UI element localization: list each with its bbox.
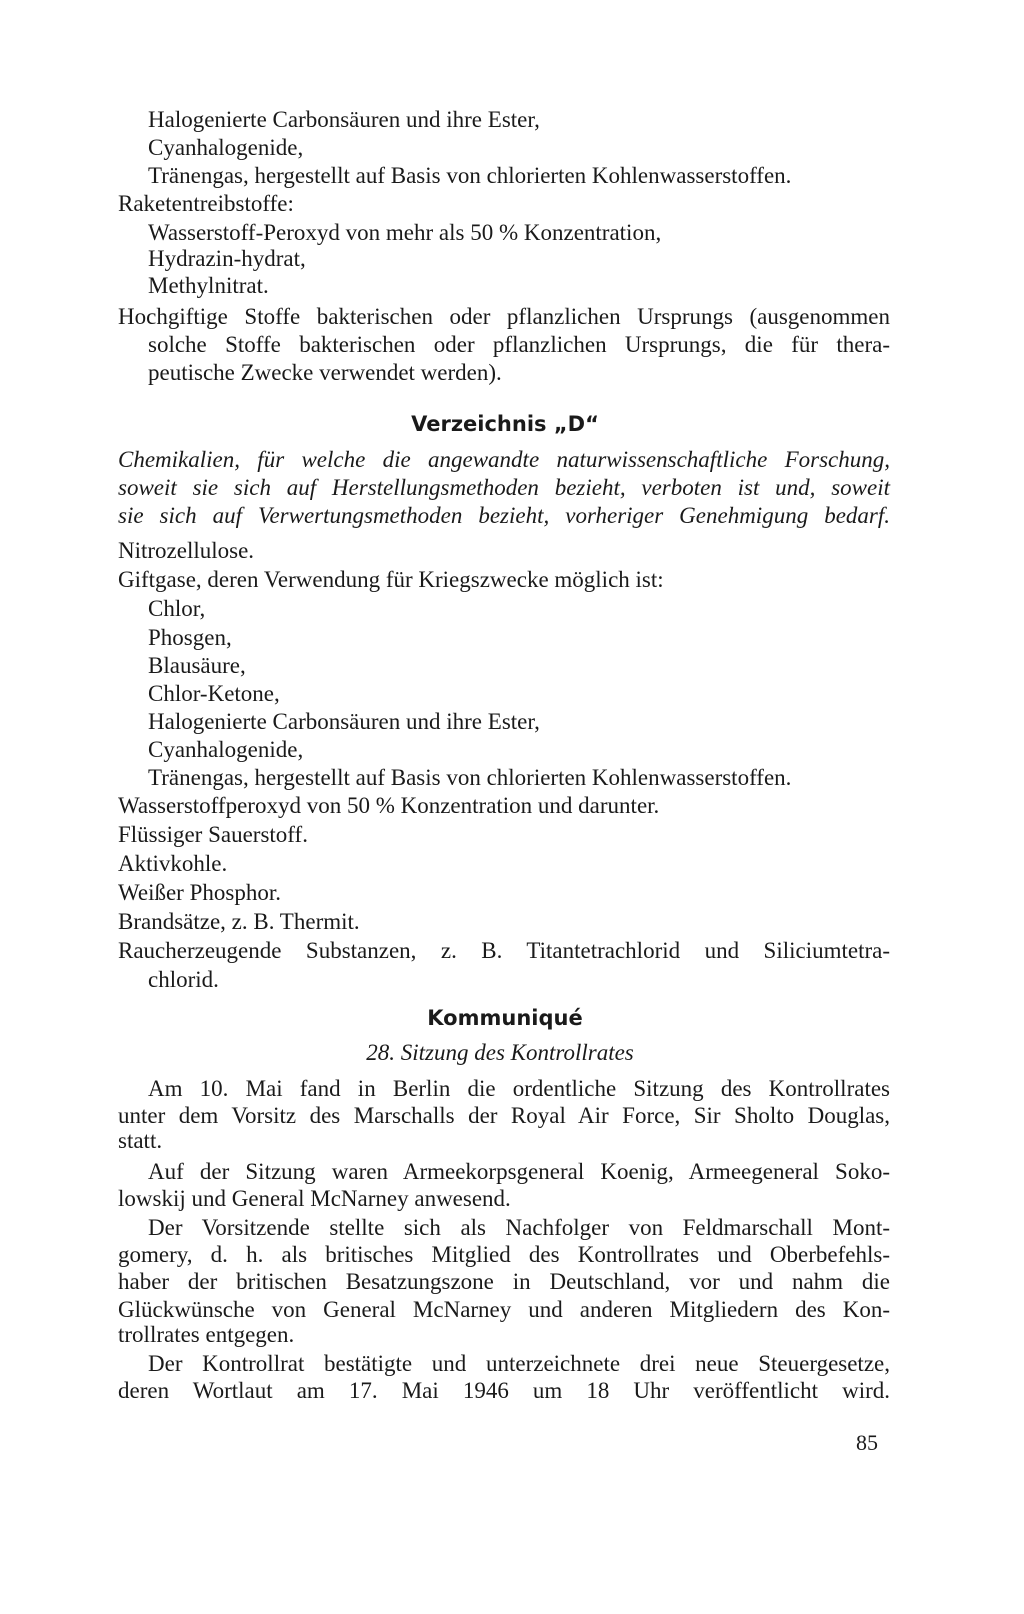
section-heading: Verzeichnis „D“: [411, 412, 599, 436]
paragraph-line: Am 10. Mai fand in Berlin die ordentliche Sitzung des Kontrollrates: [148, 1076, 890, 1101]
list-item: Wasserstoff-Peroxyd von mehr als 50 % Konzentration,: [148, 220, 662, 245]
paragraph-line: gomery, d. h. als britisches Mitglied des Kontrollrates und Oberbefehls-: [118, 1242, 890, 1267]
paragraph-line: Auf der Sitzung waren Armeekorpsgeneral Koenig, Armeegeneral Soko-: [148, 1159, 890, 1184]
list-item: Halogenierte Carbonsäuren und ihre Ester,: [148, 107, 540, 132]
intro-line: soweit sie sich auf Herstellungsmethoden bezieht, verboten ist und, soweit: [118, 475, 890, 500]
list-item: Weißer Phosphor.: [118, 880, 281, 905]
list-item: Hochgiftige Stoffe bakterischen oder pflanzlichen Ursprungs (ausgenommen: [118, 304, 890, 329]
paragraph-line: unter dem Vorsitz des Marschalls der Royal Air Force, Sir Sholto Douglas,: [118, 1103, 890, 1128]
list-item: Wasserstoffperoxyd von 50 % Konzentration und darunter.: [118, 793, 660, 818]
list-item: Nitrozellulose.: [118, 538, 255, 563]
list-item: Chlor-Ketone,: [148, 681, 280, 706]
page-number: 85: [856, 1430, 878, 1455]
list-item: solche Stoffe bakterischen oder pflanzlichen Ursprungs, die für thera-: [148, 332, 890, 357]
list-item: Brandsätze, z. B. Thermit.: [118, 909, 360, 934]
list-item: Giftgase, deren Verwendung für Kriegszwecke möglich ist:: [118, 567, 664, 592]
list-item: Blausäure,: [148, 653, 246, 678]
intro-line: sie sich auf Verwertungsmethoden bezieht, vorheriger Genehmigung bedarf.: [118, 503, 890, 528]
paragraph-line: deren Wortlaut am 17. Mai 1946 um 18 Uhr veröffentlicht wird.: [118, 1378, 890, 1403]
paragraph-line: lowskij und General McNarney anwesend.: [118, 1186, 511, 1211]
paragraph-line: haber der britischen Besatzungszone in Deutschland, vor und nahm die: [118, 1269, 890, 1294]
paragraph-line: Der Kontrollrat bestätigte und unterzeichnete drei neue Steuergesetze,: [148, 1351, 890, 1376]
section-subheading: 28. Sitzung des Kontrollrates: [366, 1040, 634, 1065]
list-item: Raucherzeugende Substanzen, z. B. Titantetrachlorid und Siliciumtetra-: [118, 938, 890, 963]
list-item: Raketentreibstoffe:: [118, 191, 294, 216]
list-item: chlorid.: [148, 967, 219, 992]
list-item: peutische Zwecke verwendet werden).: [148, 360, 502, 385]
list-item: Cyanhalogenide,: [148, 737, 304, 762]
paragraph-line: statt.: [118, 1128, 163, 1153]
list-item: Halogenierte Carbonsäuren und ihre Ester,: [148, 709, 540, 734]
section-heading: Kommuniqué: [427, 1006, 583, 1030]
list-item: Hydrazin-hydrat,: [148, 246, 306, 271]
list-item: Flüssiger Sauerstoff.: [118, 822, 308, 847]
paragraph-line: Glückwünsche von General McNarney und anderen Mitgliedern des Kon-: [118, 1297, 890, 1322]
list-item: Chlor,: [148, 596, 206, 621]
paragraph-line: Der Vorsitzende stellte sich als Nachfolger von Feldmarschall Mont-: [148, 1215, 890, 1240]
list-item: Tränengas, hergestellt auf Basis von chlorierten Kohlenwasserstoffen.: [148, 163, 792, 188]
intro-line: Chemikalien, für welche die angewandte naturwissenschaftliche Forschung,: [118, 447, 890, 472]
list-item: Methylnitrat.: [148, 273, 269, 298]
list-item: Aktivkohle.: [118, 851, 228, 876]
list-item: Phosgen,: [148, 625, 232, 650]
list-item: Tränengas, hergestellt auf Basis von chlorierten Kohlenwasserstoffen.: [148, 765, 792, 790]
paragraph-line: trollrates entgegen.: [118, 1322, 295, 1347]
list-item: Cyanhalogenide,: [148, 135, 304, 160]
